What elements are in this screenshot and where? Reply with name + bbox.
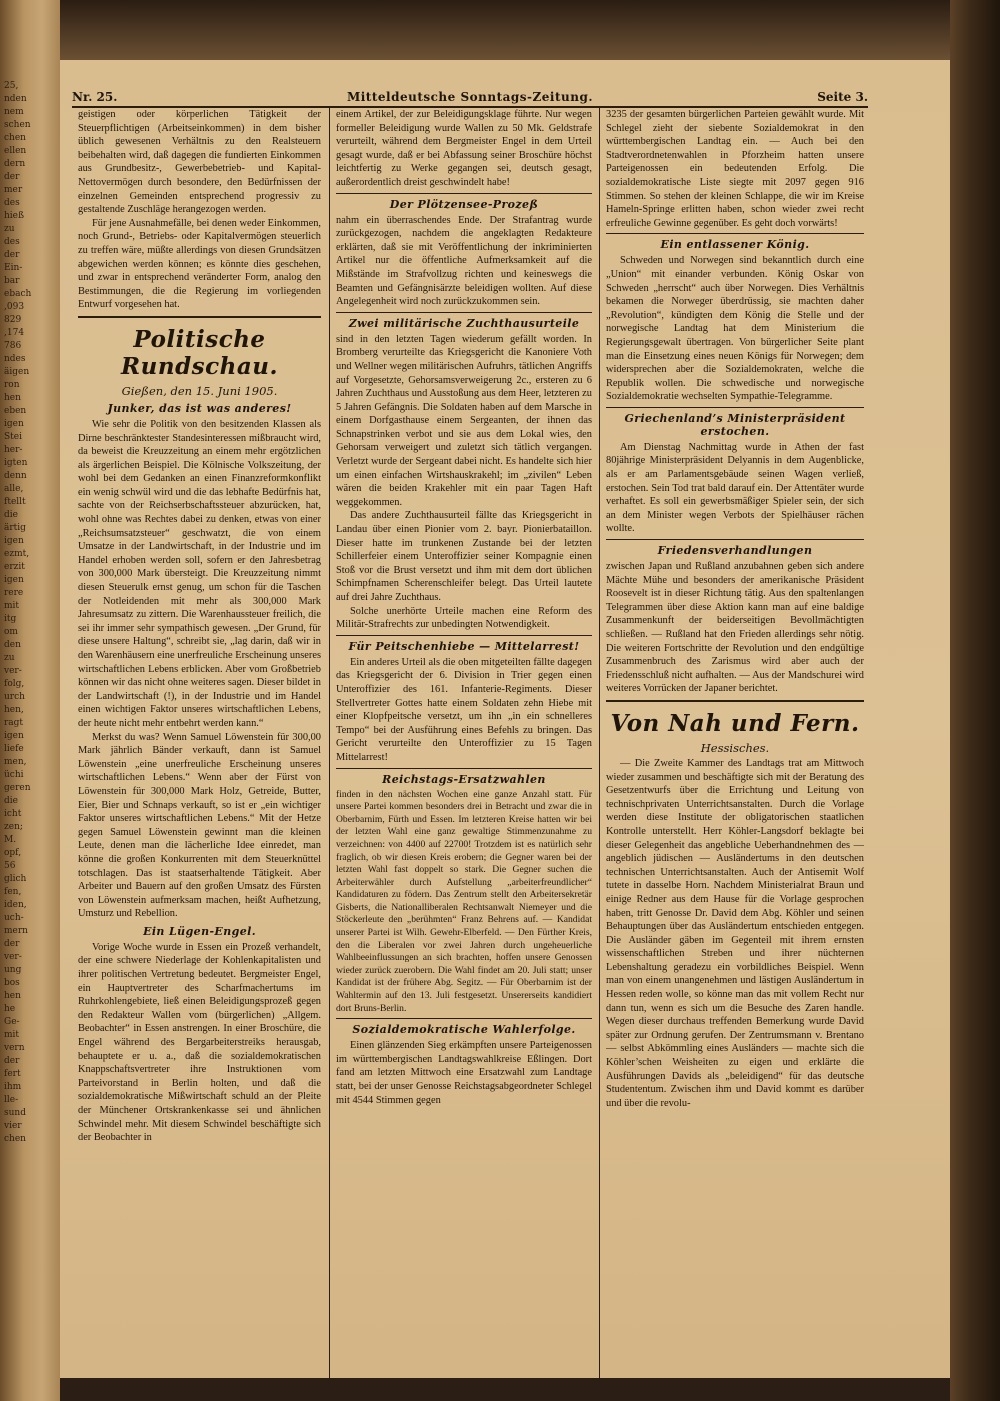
previous-page-fragment: mer xyxy=(4,185,23,195)
previous-page-fragment: mit xyxy=(4,1030,20,1040)
previous-page-fragment: glich xyxy=(4,874,27,884)
previous-page-fragment: ,093 xyxy=(4,302,25,312)
previous-page-fragment: Ein- xyxy=(4,263,23,273)
previous-page-fragments xyxy=(0,0,60,1146)
previous-page-fragment: des xyxy=(4,198,20,208)
previous-page-fragment: vern xyxy=(4,1043,25,1053)
previous-page-fragment: Ge- xyxy=(4,1017,20,1027)
previous-page-fragment: die xyxy=(4,510,18,520)
previous-page-fragment: der xyxy=(4,1056,20,1066)
previous-page-fragment: hieß xyxy=(4,211,25,221)
separator-rule xyxy=(336,193,592,194)
previous-page-fragment: zu xyxy=(4,653,15,663)
headline-zuchthausurteile: Zwei militärische Zuchthausurteile xyxy=(348,316,580,330)
article-paragraph: zwischen Japan und Rußland anzubahnen geben sich andere Mächte Mühe und besonders der amerikanische Präsident Roosevelt ist in dieser Richtung tätig. Aus den spaltenlangen Telegrammen über diese Aktion kann man auf eine baldige Zusammenkunft der beiderseitigen Bevollmächtigten schließen. — Rußland hat den Frieden allerdings sehr nötig. Die weiteren Fortschritte der Revolution und den endgültige Zusammenbruch des Zarismus wird aber auch der Friedensschluß nicht aufhalten. — Aus der Mandschurei wird weiteres Vorrücken der Japaner berichtet. xyxy=(606,561,864,695)
section-title-von-nah-und-fern: Von Nah und Fern. xyxy=(610,709,860,737)
previous-page-edge xyxy=(0,0,60,1401)
previous-page-fragment: ftellt xyxy=(4,497,26,507)
previous-page-fragment: dern xyxy=(4,159,26,169)
previous-page-fragment: denn xyxy=(4,471,27,481)
previous-page-fragment: vier xyxy=(4,1121,22,1131)
previous-page-fragment: he xyxy=(4,1004,16,1014)
section-title-politische-rundschau: Politische Rundschau. xyxy=(121,325,278,380)
previous-page-fragment: 829 xyxy=(4,315,22,325)
previous-page-fragment: hen, xyxy=(4,705,24,715)
previous-page-fragment: den xyxy=(4,640,21,650)
previous-page-fragment: der xyxy=(4,172,20,182)
previous-page-fragment: bar xyxy=(4,276,20,286)
previous-page-fragment: ron xyxy=(4,380,20,390)
article-paragraph: — Die Zweite Kammer des Landtags trat am Mittwoch wieder zusammen und beschäftigte sich mit der Beratung des Gesetzentwurfs über die Errichtung und Leitung von technischprivaten Unterrichtsanstalten. Durch die Vorlage werden diese Institute der obligatorischen staatlichen Kontrolle unterstellt. Herr Köhler-Langsdorf beklagte bei dieser Gelegenheit das angebliche Ueberhandnehmen des — angeblich jüdischen — Ausländertums in den deutschen technischen Unterrichtsanstalten. Auch der Antisemit Wolf tutete in dasselbe Horn. Nachdem Ministerialrat Braun und einige Redner aus dem Hause für die Vorlage gesprochen haben, tritt Genosse Dr. David dem Abg. Köhler und seinen Behauptungen über das Ausländertum entschieden entgegen. Die Ausländer gäben im Gegenteil mit ihrem ernsten wissenschaftlichen Streben und ihrer nüchternen Lebenshaltung geradezu ein vorbildliches Beispiel. Wenn man von einem unangenehmen und lästigen Ausländertum in Hessen reden wolle, so könne man das mit vollem Recht nur dann tun, wenn es sich um die Besuche des Zaren handle. Wegen dieser durchaus treffenden Bemerkung wurde David später zur Ordnung gerufen. Der Zentrumsmann v. Brentano — selbst Abkömmling eines Ausländers — machte sich die Köhler’schen Weisheiten zu eigen und erklärte die Ausführungen Davids als „beleidigend“ für das deutsche Studententum. Zwischen ihm und David kommt es darüber und über die revolu- xyxy=(606,757,864,1109)
previous-page-fragment: igen xyxy=(4,731,24,741)
previous-page-fragment: der xyxy=(4,939,20,949)
previous-page-fragment: ragt xyxy=(4,718,24,728)
previous-page-fragment: nden xyxy=(4,94,27,104)
previous-page-fragment: uch- xyxy=(4,913,24,923)
article-paragraph: Schweden und Norwegen sind bekanntlich durch eine „Union“ mit einander verbunden. König Oskar von Schweden „herrscht“ auch über Norwegen. Dies Verhältnis bekamen die Norweger überdrüssig, sie machten daher „Revolution“, kündigten dem König die Stelle und der norwegische Landtag hat dem Ministerium die Regierungsgewalt übertragen. Von bürgerlicher Seite plant man die Einsetzung eines neuen Königs für Norwegen; dem widersprechen aber die Sozialdemokraten, welche die Republik wollen. Die schwedische und norwegische Sozialdemokratie wechselten Sympathie-Telegramme. xyxy=(606,255,864,403)
previous-page-fragment: bos xyxy=(4,978,20,988)
previous-page-fragment: hen xyxy=(4,991,21,1001)
separator-rule xyxy=(606,233,864,234)
page-number: Seite 3. xyxy=(817,90,868,104)
previous-page-fragment: igten xyxy=(4,458,28,468)
previous-page-fragment: itg xyxy=(4,614,17,624)
previous-page-fragment: ver- xyxy=(4,666,22,676)
headline-wahlerfolge: Sozialdemokratische Wahlerfolge. xyxy=(352,1023,576,1037)
subsection-hessisches: Hessisches. xyxy=(700,740,770,755)
previous-page-fragment: die xyxy=(4,796,18,806)
previous-page-fragment: rere xyxy=(4,588,24,598)
previous-page-fragment: der xyxy=(4,250,20,260)
column-2 xyxy=(336,108,592,1380)
headline-luegen-engel: Ein Lügen-Engel. xyxy=(143,924,256,938)
newspaper-title: Mitteldeutsche Sonntags-Zeitung. xyxy=(346,90,594,104)
headline-entlassener-koenig: Ein entlassener König. xyxy=(660,238,810,252)
previous-page-fragment: ver- xyxy=(4,952,22,962)
separator-rule xyxy=(336,768,592,769)
previous-page-fragment: men, xyxy=(4,757,27,767)
previous-page-fragment: M. xyxy=(4,835,17,845)
previous-page-fragment: Stei xyxy=(4,432,22,442)
previous-page-fragment: äigen xyxy=(4,367,30,377)
previous-page-fragment: opf, xyxy=(4,848,22,858)
previous-page-fragment: geren xyxy=(4,783,31,793)
previous-page-fragment: 56 xyxy=(4,861,16,871)
article-paragraph: Das andere Zuchthausurteil fällte das Kriegsgericht in Landau über einen Pionier vom 2. bayr. Pionierbataillon. Dieser hatte im trunkenen Zustande bei der letzten Schillerfeier einem Unteroffizier seiner Kompagnie einen Stoß vor die Brust versetzt und ihm mit dem dort üblichen Schimpfnamen Scherenschleifer belegt. Das Urteil lautete auf drei Jahre Zuchthaus. xyxy=(336,510,592,603)
previous-page-fragment: 786 xyxy=(4,341,22,351)
article-paragraph: finden in den nächsten Wochen eine ganze Anzahl statt. Für unsere Partei kommen besonders drei in Betracht und zwar die in Oberbarnim, Fürth und Essen. Im letzteren Kreise hatten wir bei der letzten Wahl eine ganz gewaltige Stimmenzunahme zu verzeichnen: von 4400 auf 22700! Trotzdem ist es natürlich sehr fraglich, ob wir diesen Kreis erobern; die Gegner waren bei der letzten Wahl fast doppelt so stark. Die Gegner suchen die Arbeiterwähler durch Aufstellung „arbeiterfreundlicher“ Kandidaturen zu födern. Das Zentrum stellt den Arbeitersekretär Gisberts, die Nationalliberalen Rechtsanwalt Niemeyer und die Stöckerleute den „berühmten“ Franz Behrens auf. — Kandidat unserer Partei ist Wilh. Gewehr-Elberfeld. — Den Fürther Kreis, den die Liberalen vor zwei Jahren durch ungeheuerliche Wahlbeeinflussungen an sich brachten, hoffen unsere Genossen wieder zurück zuerobern. Die Wahl findet am 20. Juli statt; unser Kandidat ist der frühere Abg. Segitz. — Für Oberbarnim ist der Wahltermin auf den 13. Juli festgesetzt. Unsererseits kandidiert dort Bruns-Berlin. xyxy=(336,788,592,1014)
previous-page-fragment: ihm xyxy=(4,1082,22,1092)
previous-page-fragment: urch xyxy=(4,692,25,702)
page-top-edge xyxy=(60,0,1000,60)
previous-page-fragment: fen, xyxy=(4,887,22,897)
separator-rule xyxy=(336,312,592,313)
article-paragraph: Wie sehr die Politik von den besitzenden Klassen als Dirne beschränktester Standesinteressen mißbraucht wird, da beweist die Kreuzzeitung an einem mehr ergötzlichen als ärgerlichen Beispiel. Die Kölnische Volkszeitung, der wohl bei dem Gedanken an einen Finanzreformkonflikt ein wenig schwül wird und die das lebhafte Bedürfnis hat, sachte von der Reichserbschaftssteuer abzurücken, hat, wohl ohne was Rechtes dabei zu denken, etwas von einer „Reichsumsatzsteuer“ geschwatzt, die von einem Umsatze in der Landwirtschaft, in der Industrie und im Handel erhoben werden soll, sofern er den Jahresbetrag von 300,000 Mark übersteigt. Die Kreuzzeitung nimmt diesen Steuerulk ernst genug, um schon für die Taschen der Notleidenden mit mehr als 300,000 Mark Jahresumsatz zu zittern. Die Warenhaussteuer freilich, die sei ihr immer sehr sympathisch gewesen. „Der Grund, für diese unsere Haltung“, schreibt sie, „lag darin, daß wir in den Warenhäusern eine unerfreuliche Erscheinung unseres wirtschaftlichen Lebens erblicken. Aber vom Großbetrieb können wir das nicht ohne weiteres sagen. Dieser bildet in der Landwirtschaft (!), in der Industrie und im Handel einen wichtigen Faktor unseres wirtschaftlichen Lebens, der heute nicht mehr entbehrt werden kann.“ xyxy=(78,418,321,729)
previous-page-fragment: erzit xyxy=(4,562,25,572)
previous-page-fragment: igen xyxy=(4,419,24,429)
previous-page-fragment: om xyxy=(4,627,18,637)
headline-peitschenhiebe: Für Peitschenhiebe — Mittelarrest! xyxy=(348,639,580,653)
article-paragraph: Vorige Woche wurde in Essen ein Prozeß verhandelt, der eine schwere Niederlage der Kohlenkapitalisten und ihrer politischen Vertretung bedeutet. Bergmeister Engel, ein Hauptvertreter des Scharfmachertums im Ruhrkohlengebiete, ließ einen Beleidigungsprozeß gegen den Redakteur Wallen vom (bürgerlichen) „Allgem. Beobachter“ in Essen anstrengen. In einer Broschüre, die Engel während des Bergarbeiterstreiks herausgab, behauptete er u. a., daß die sozialdemokratischen Knappschaftsvertreter ihre Instruktionen vom Parteivorstand in Berlin holten, und daß die sozialdemokratische Mißwirtschaft schuld an der Pleite der Münchener Ortskrankenkasse sei und ähnlichen Schwindel mehr. Mit diesem Schwindel beschäftigte sich der Beobachter in xyxy=(78,941,321,1144)
separator-rule xyxy=(606,539,864,540)
previous-page-fragment: liefe xyxy=(4,744,24,754)
article-paragraph: 3235 der gesamten bürgerlichen Parteien gewählt wurde. Mit Schlegel zieht der siebente Sozialdemokrat in den württembergischen Landtag ein. — Auch bei den Stadtverordnetenwahlen in Pforzheim hatten unsere Parteigenossen ein bedeutenden Erfolg. Die sozialdemokratische Liste siegte mit 2097 gegen 916 Stimmen. So stehen der kleinen Schlappe, die wir im Kreise Hameln-Springe erlitten haben, schon wieder zwei recht erfreuliche Gewinne gegenüber. Es geht doch vorwärts! xyxy=(606,109,864,229)
section-rule xyxy=(606,700,864,702)
article-paragraph: Solche unerhörte Urteile machen eine Reform des Militär-Strafrechts zur unbedingten Notwendigkeit. xyxy=(336,605,592,631)
previous-page-fragment: folg, xyxy=(4,679,25,689)
separator-rule xyxy=(336,1018,592,1019)
article-paragraph: nahm ein überraschendes Ende. Der Strafantrag wurde zurückgezogen, nachdem die angeklagten Redakteure erklärten, daß sie mit Veröffentlichung der inkriminierten Artikel nur die öffentliche Aufmerksamkeit auf die Mißstände im Strafvollzug richten und keineswegs die Beamten und Gefängnisärzte beleidigen wollten. Auf diese Angelegenheit wird noch zurückzukommen sein. xyxy=(336,214,592,308)
previous-page-fragment: lle- xyxy=(4,1095,19,1105)
previous-page-fragment: mit xyxy=(4,601,20,611)
book-binding xyxy=(950,0,1000,1401)
article-paragraph: Einen glänzenden Sieg erkämpften unsere Parteigenossen im württembergischen Landtagswahlkreise Eßlingen. Dort fand am letzten Mittwoch eine Ersatzwahl zum Landtage statt, bei der unser Genosse Reichstagsabgeordneter Schlegel mit 4544 Stimmen gegen xyxy=(336,1040,592,1106)
previous-page-fragment: 25, xyxy=(4,81,19,91)
headline-griechenland: Griechenland’s Ministerpräsident erstochen. xyxy=(624,411,846,438)
column-3 xyxy=(606,108,864,1380)
article-paragraph: Merkst du was? Wenn Samuel Löwenstein für 300,00 Mark jährlich Bänder verkauft, dann ist Samuel Löwenstein „eine unerfreuliche Erscheinung unseres wirtschaftlichen Lebens.“ Wenn aber der Fürst von Löwenstein für 300,000 Mark Holz, Getreide, Butter, Eier, Bier und Schnaps verkauft, so ist er „ein wichtiger Faktor unseres wirtschaftlichen Lebens.“ Mit der Hetze gegen Samuel Löwenstein gewinnt man die kleinen Leute, denen man die lächerliche Idee einredet, man könne die großen Konkurrenten mit dem Steuerknüttel totschlagen. Das ist staatserhaltende Tätigkeit. Aber Arbeiter und Bauern auf den großen Umsatz des Fürsten von Löwenstein aufmerksam machen, heißt Aufhetzung, Umsturz und Rebellion. xyxy=(78,731,321,920)
dateline: Gießen, den 15. Juni 1905. xyxy=(121,383,278,398)
headline-friedensverhandlungen: Friedensverhandlungen xyxy=(657,544,813,558)
previous-page-fragment: ebach xyxy=(4,289,32,299)
previous-page-fragment: sund xyxy=(4,1108,26,1118)
previous-page-fragment: ellen xyxy=(4,146,27,156)
previous-page-fragment: ,174 xyxy=(4,328,25,338)
headline-ploetzensee: Der Plötzensee-Prozeß xyxy=(389,197,539,211)
previous-page-fragment: igen xyxy=(4,536,24,546)
previous-page-fragment: schen xyxy=(4,120,31,130)
previous-page-fragment: iden, xyxy=(4,900,27,910)
article-paragraph: geistigen oder körperlichen Tätigkeit der Steuerpflichtigen (Arbeitseinkommen) in dem bisher üblich gewesenen Verhältnis zu den Realsteuern beibehalten wird, daß dagegen die fundierten Einkommen aus Grundbesitz-, Gewerbebetrieb- und Kapital-Nettovermögen durch besondere, den Bedürfnissen der einzelnen Gemeinden entsprechend progressiv zu gestaltende Zuschläge herangezogen werden. xyxy=(78,109,321,216)
headline-junker: Junker, das ist was anderes! xyxy=(107,401,292,415)
section-rule xyxy=(78,316,321,318)
article-paragraph: Für jene Ausnahmefälle, bei denen weder Einkommen, noch Grund-, Betriebs- oder Kapitalvermögen steuerlich zu treffen wäre, müßte allerdings von diesen Grundsätzen abgewichen werden können; es könnte dies geschehen, und zwar in entsprechend veränderter Form, analog den Bestimmungen, die die Regierung im vorliegenden Entwurf vorgesehen hat. xyxy=(78,217,321,311)
previous-page-fragment: hen xyxy=(4,393,21,403)
article-paragraph: Ein anderes Urteil als die oben mitgeteilten fällte dagegen das Kriegsgericht der 6. Division in Trier gegen einen Unteroffizier des 161. Infanterie-Regiments. Dieser Stellvertreter Gottes hatte einem Soldaten zehn Hiebe mit einer Klopfpeitsche versetzt, um ihn „in ein schnelleres Tempo“ bei der Ausführung eines Befehls zu bringen. Das Gericht verurteilte den Unteroffizier zu 15 Tagen Mittelarrest! xyxy=(336,656,592,763)
previous-page-fragment: chen xyxy=(4,133,26,143)
previous-page-fragment: des xyxy=(4,237,20,247)
previous-page-fragment: eben xyxy=(4,406,27,416)
previous-page-fragment: nem xyxy=(4,107,24,117)
previous-page-fragment: zu xyxy=(4,224,15,234)
previous-page-fragment: üchi xyxy=(4,770,24,780)
article-paragraph: Am Dienstag Nachmittag wurde in Athen der fast 80jährige Ministerpräsident Delyannis in dem Augenblicke, als er am Parlamentsgebäude seinen Wagen verließ, erstochen. Sein Tod trat bald darauf ein. Der Attentäter wurde verhaftet. Es soll ein gewerbsmäßiger Spieler sein, der sich an dem Minister wegen Verbots der Spielhäuser rächen wollte. xyxy=(606,441,864,535)
previous-page-fragment: ärtig xyxy=(4,523,26,533)
previous-page-fragment: zen; xyxy=(4,822,23,832)
article-paragraph: einem Artikel, der zur Beleidigungsklage führte. Nur wegen formeller Beleidigung wurde Wallen zu 50 Mk. Geldstrafe verurteilt, während dem Bergmeister Engel in dem Urteil gesagt wurde, daß er bei Abfassung seiner Broschüre höchst leichtfertig zu Werke gegangen sei, deutsch gesagt, außerordentlich dreist geschwindelt habe! xyxy=(336,109,592,188)
previous-page-fragment: igen xyxy=(4,575,24,585)
separator-rule xyxy=(336,635,592,636)
article-paragraph: sind in den letzten Tagen wiederum gefällt worden. In Bromberg verurteilte das Kriegsgericht die Kanoniere Voth und Wellner wegen militärischen Aufruhrs, tätlichen Angriffs auf Vorgesetzte, Gehorsamsverweigerung 2c., ersteren zu 6 Jahren Zuchthaus und Ausstoßung aus dem Heer, letzteren zu 5 Jahren Gefängnis. Die Soldaten haben auf dem Marsche in einem Dorfgasthause einem Sergeanten, der ihnen das Schnapstrinken verbot und sie aus dem Lokal wies, den Gehorsam verweigert und zuletzt sich tätlich vergangen. Verletzt wurde der Sergeant dabei nicht. Es handelte sich hier um einen einfachen Wirtshauskrakehl; im „zivilen“ Leben wären die beiden Krakehler mit ein paar Tagen Haft weggekommen. xyxy=(336,333,592,508)
previous-page-fragment: ezmt, xyxy=(4,549,30,559)
previous-page-fragment: icht xyxy=(4,809,22,819)
issue-number: Nr. 25. xyxy=(72,90,118,104)
previous-page-fragment: alle, xyxy=(4,484,24,494)
previous-page-fragment: fert xyxy=(4,1069,21,1079)
separator-rule xyxy=(606,407,864,408)
previous-page-fragment: her- xyxy=(4,445,23,455)
previous-page-fragment: mern xyxy=(4,926,28,936)
headline-ersatzwahlen: Reichstags-Ersatzwahlen xyxy=(382,772,546,786)
previous-page-fragment: ndes xyxy=(4,354,26,364)
column-1 xyxy=(78,108,321,1380)
column-divider-1 xyxy=(329,108,330,1380)
column-divider-2 xyxy=(599,108,600,1380)
previous-page-fragment: ung xyxy=(4,965,22,975)
previous-page-fragment: chen xyxy=(4,1134,26,1144)
